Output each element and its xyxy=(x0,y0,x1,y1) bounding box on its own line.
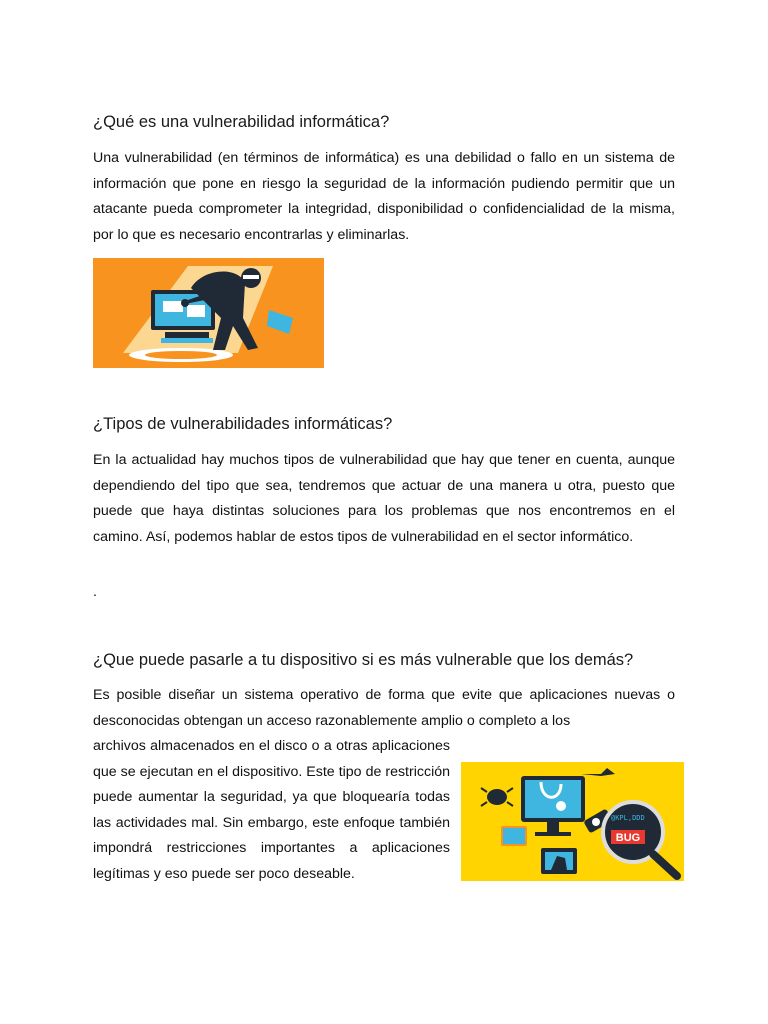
section-heading: ¿Que puede pasarle a tu dispositivo si es más vulnerable que los demás? xyxy=(93,651,634,669)
section-paragraph: En la actualidad hay muchos tipos de vulnerabilidad que hay que tener en cuenta, aunque dependiendo del tipo que sea, tendremos que actuar de una manera u otra, puesto que puede que haya distintas soluciones para los problemas que nos encontremos en el camino. Así, podemos hablar de estos tipos de vulnerabilidad en el sector informático. xyxy=(93,452,675,545)
section-paragraph: Una vulnerabilidad (en términos de informática) es una debilidad o fallo en un sistema de información que pone en riesgo la seguridad de la información pudiendo permitir que un atacante pueda comprometer la integridad, disponibilidad o confidencialidad de la misma, por lo que es necesario encontrarlas y eliminarlas. xyxy=(93,150,675,243)
section-paragraph: Es posible diseñar un sistema operativo de forma que evite que aplicaciones nuevas o desconocidas obtengan un acceso razonablemente amplio o completo a los xyxy=(93,687,675,729)
trailing-dot: . xyxy=(93,584,97,600)
section-heading: ¿Tipos de vulnerabilidades informáticas? xyxy=(93,415,393,433)
section-paragraph-wrapped: archivos almacenados en el disco o a otras aplicaciones que se ejecutan en el dispositivo. Este tipo de restricción puede aumentar la seguridad, ya que bloquearía todas las actividades mal. Sin embargo, este enfoque también impondrá restricciones importantes a aplicaciones legítimas y eso puede ser poco deseable. xyxy=(93,738,450,882)
bug-illustration xyxy=(461,762,684,881)
hacker-illustration xyxy=(93,258,324,368)
bug-code-text: @KPL,DDD xyxy=(611,814,645,822)
section-heading: ¿Qué es una vulnerabilidad informática? xyxy=(93,113,390,131)
bug-badge-text: BUG xyxy=(615,832,641,844)
